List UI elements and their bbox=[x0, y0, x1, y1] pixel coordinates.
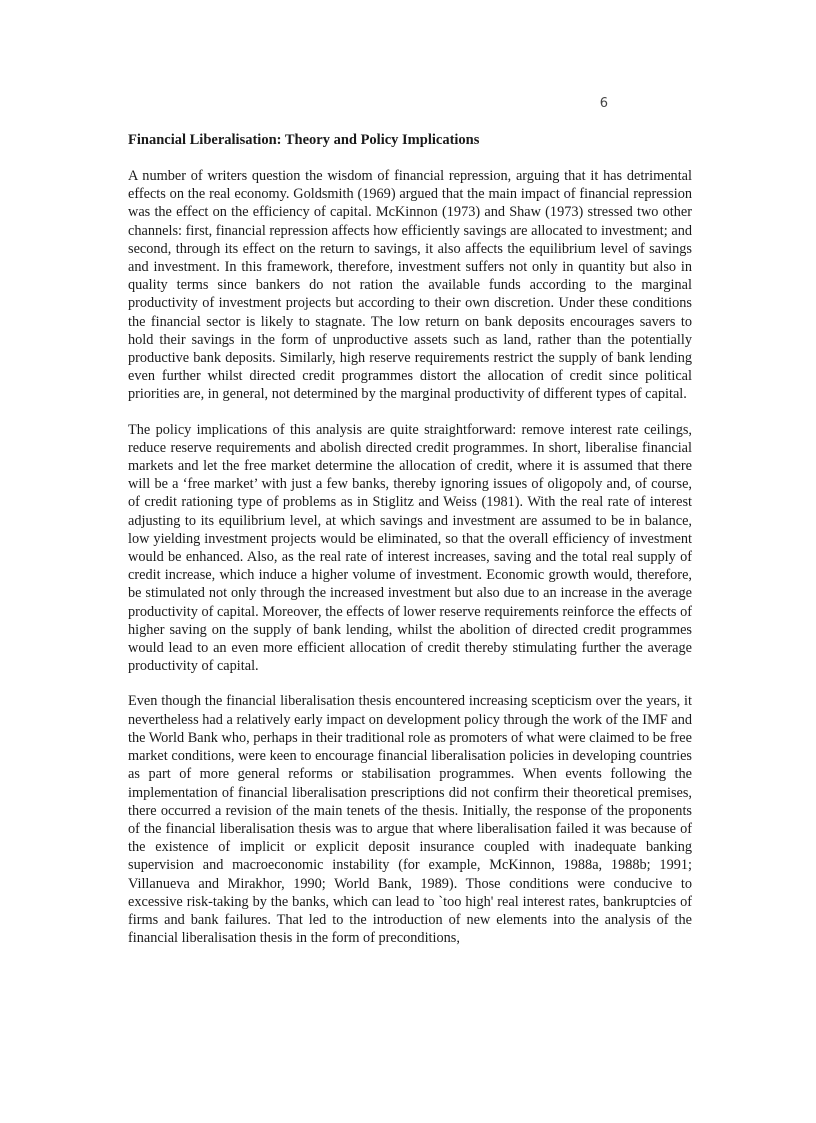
paragraph-1: A number of writers question the wisdom of financial repression, arguing that it has detrimental effects on the real economy. Goldsmith (1969) argued that the main impact of financial repression was the effect on the efficiency of capital. McKinnon (1973) and Shaw (1973) stressed two other channels: first, financial repression affects how efficiently savings are allocated to investment; and second, through its effect on the return to savings, it also affects the equilibrium level of savings and investment. In this framework, therefore, investment suffers not only in quantity but also in quality terms since bankers do not ration the available funds according to the marginal productivity of investment projects but according to their own discretion. Under these conditions the financial sector is likely to stagnate. The low return on bank deposits encourages savers to hold their savings in the form of unproductive assets such as land, rather than the potentially productive bank deposits. Similarly, high reserve requirements restrict the supply of bank lending even further whilst directed credit programmes distort the allocation of credit since political priorities are, in general, not determined by the marginal productivity of different types of capital. bbox=[128, 168, 692, 403]
paragraph-2: The policy implications of this analysis are quite straightforward: remove interest rate ceilings, reduce reserve requirements and abolish directed credit programmes. In short, liberalise financial markets and let the free market determine the allocation of credit, where it is assumed that there will be a ‘free market’ with just a few banks, thereby ignoring issues of oligopoly and, of course, of credit rationing type of problems as in Stiglitz and Weiss (1981). With the real rate of interest adjusting to its equilibrium level, at which savings and investment are assumed to be in balance, low yielding investment projects would be eliminated, so that the overall efficiency of investment would be enhanced. Also, as the real rate of interest increases, saving and the total real supply of credit increase, which induce a higher volume of investment. Economic growth would, therefore, be stimulated not only through the increased investment but also due to an increase in the average productivity of capital. Moreover, the effects of lower reserve requirements reinforce the effects of higher saving on the supply of bank lending, whilst the abolition of directed credit programmes would lead to an even more efficient allocation of credit thereby stimulating further the average productivity of capital. bbox=[128, 421, 692, 675]
section-heading: Financial Liberalisation: Theory and Policy Implications bbox=[128, 132, 480, 148]
page-content bbox=[128, 131, 692, 964]
page-number: 6 bbox=[599, 96, 608, 111]
paragraph-3: Even though the financial liberalisation thesis encountered increasing scepticism over the years, it nevertheless had a relatively early impact on development policy through the work of the IMF and the World Bank who, perhaps in their traditional role as promoters of what were claimed to be free market conditions, were keen to encourage financial liberalisation policies in developing countries as part of more general reforms or stabilisation programmes. When events following the implementation of financial liberalisation prescriptions did not confirm their theoretical premises, there occurred a revision of the main tenets of the thesis. Initially, the response of the proponents of the financial liberalisation thesis was to argue that where liberalisation failed it was because of the existence of implicit or explicit deposit insurance coupled with inadequate banking supervision and macroeconomic instability (for example, McKinnon, 1988a, 1988b; 1991; Villanueva and Mirakhor, 1990; World Bank, 1989). Those conditions were conducive to excessive risk-taking by the banks, which can lead to `too high' real interest rates, bankruptcies of firms and bank failures. That led to the introduction of new elements into the analysis of the financial liberalisation thesis in the form of preconditions, bbox=[128, 693, 692, 947]
